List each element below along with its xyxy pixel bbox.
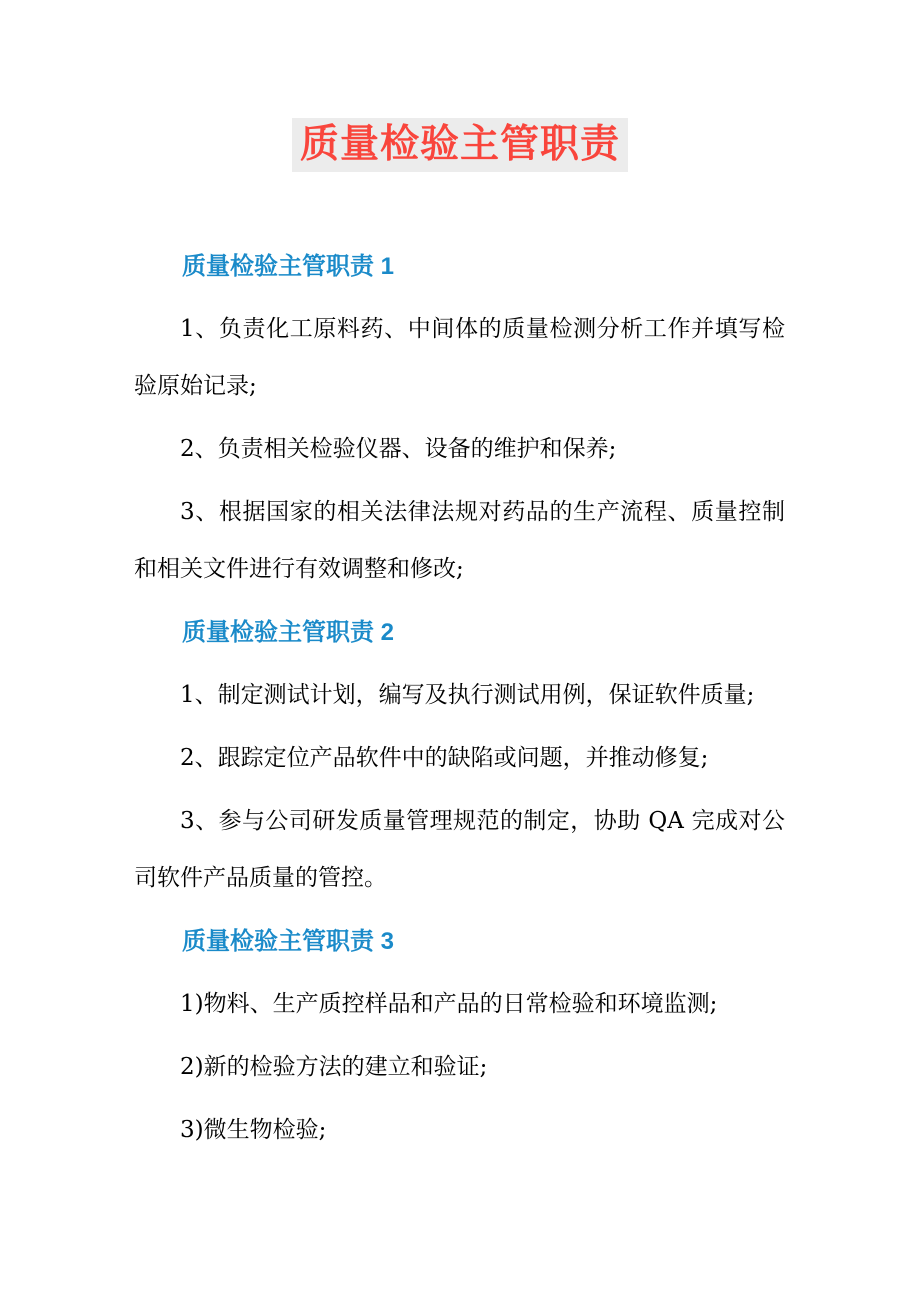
section-3-paragraph-1: 1)物料、生产质控样品和产品的日常检验和环境监测; [180,991,718,1017]
section-3-paragraph-3: 3)微生物检验; [180,1117,327,1143]
section-heading-1: 质量检验主管职责 1 [182,253,395,280]
section-2-paragraph-3: 3、参与公司研发质量管理规范的制定，协助 QA 完成对公司软件产品质量的管控。 [134,808,785,891]
section-1-paragraph-1: 1、负责化工原料药、中间体的质量检测分析工作并填写检验原始记录; [134,316,785,399]
section-heading-3: 质量检验主管职责 3 [182,928,395,955]
section-1-paragraph-2: 2、负责相关检验仪器、设备的维护和保养; [180,436,617,462]
section-2-paragraph-1: 1、制定测试计划，编写及执行测试用例，保证软件质量; [180,682,755,708]
section-2-paragraph-2: 2、跟踪定位产品软件中的缺陷或问题，并推动修复; [180,745,709,771]
section-heading-2: 质量检验主管职责 2 [182,619,395,646]
document-title: 质量检验主管职责 [292,118,628,172]
section-1-paragraph-3: 3、根据国家的相关法律法规对药品的生产流程、质量控制和相关文件进行有效调整和修改; [134,499,785,582]
section-3-paragraph-2: 2)新的检验方法的建立和验证; [180,1054,488,1080]
document-title-wrap [0,118,920,172]
document-body [0,238,920,1159]
